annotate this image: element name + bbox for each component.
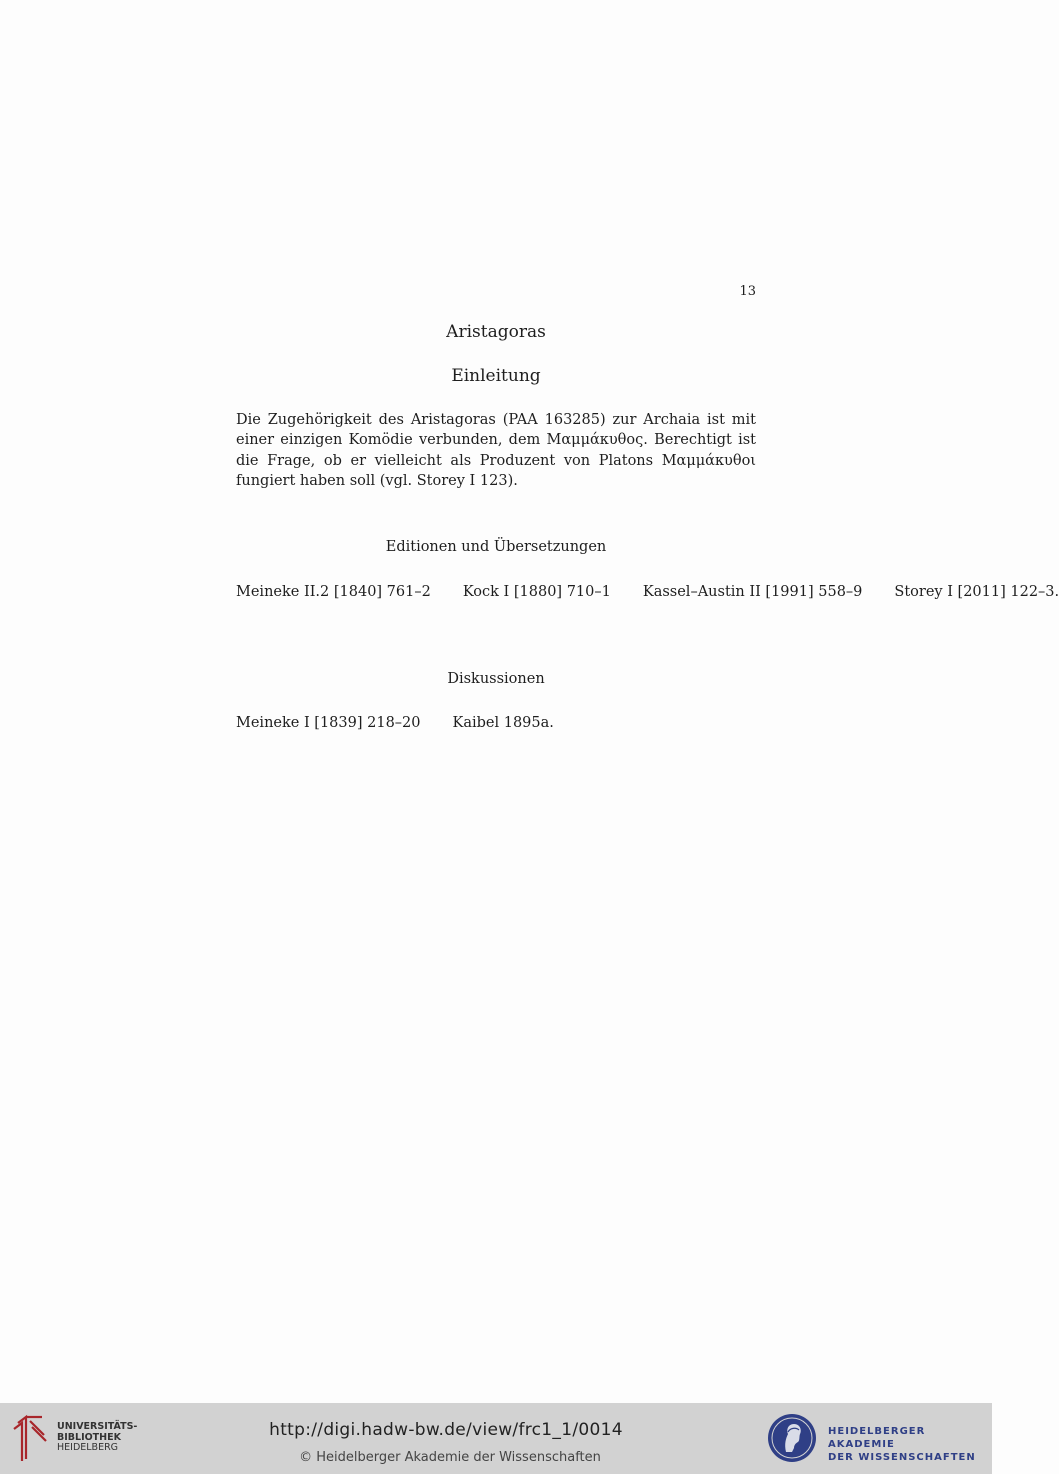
page-number: 13 [739, 284, 756, 299]
academy-seal-icon [766, 1412, 818, 1464]
discussion-ref: Kaibel 1895a. [452, 715, 554, 731]
academy-name: HEIDELBERGER AKADEMIE DER WISSENSCHAFTEN [828, 1426, 976, 1463]
editions-list [236, 582, 1059, 602]
edition-ref: Kock I [1880] 710–1 [462, 584, 611, 600]
section-heading-einleitung: Einleitung [451, 366, 541, 386]
university-library-logo-icon [12, 1413, 48, 1463]
edition-ref: Kassel–Austin II [1991] 558–9 [642, 584, 863, 600]
university-library-name: UNIVERSITÄTS- BIBLIOTHEK HEIDELBERG [57, 1421, 138, 1453]
footer-bar [0, 1403, 992, 1474]
intro-paragraph: Die Zugehörigkeit des Aristagoras (PAA 163285) zur Archaia ist mit einer einzigen Komödie verbunden, dem Μαμμάκυθος. Berechtigt ist die Frage, ob er vielleicht als Produzent von Platons Μαμμάκυθοι fungiert haben soll (vgl. Storey I 123). [236, 412, 756, 489]
author-heading: Aristagoras [446, 322, 546, 342]
edition-ref: Storey I [2011] 122–3. [894, 584, 1059, 600]
permalink-url[interactable]: http://digi.hadw-bw.de/view/frc1_1/0014 [269, 1420, 623, 1440]
section-heading-editionen: Editionen und Übersetzungen [385, 539, 607, 555]
discussions-list [236, 713, 756, 733]
edition-ref: Meineke II.2 [1840] 761–2 [236, 584, 431, 600]
copyright-notice: © Heidelberger Akademie der Wissenschaften [299, 1450, 601, 1465]
discussion-ref: Meineke I [1839] 218–20 [236, 715, 421, 731]
section-heading-diskussionen: Diskussionen [447, 671, 545, 687]
